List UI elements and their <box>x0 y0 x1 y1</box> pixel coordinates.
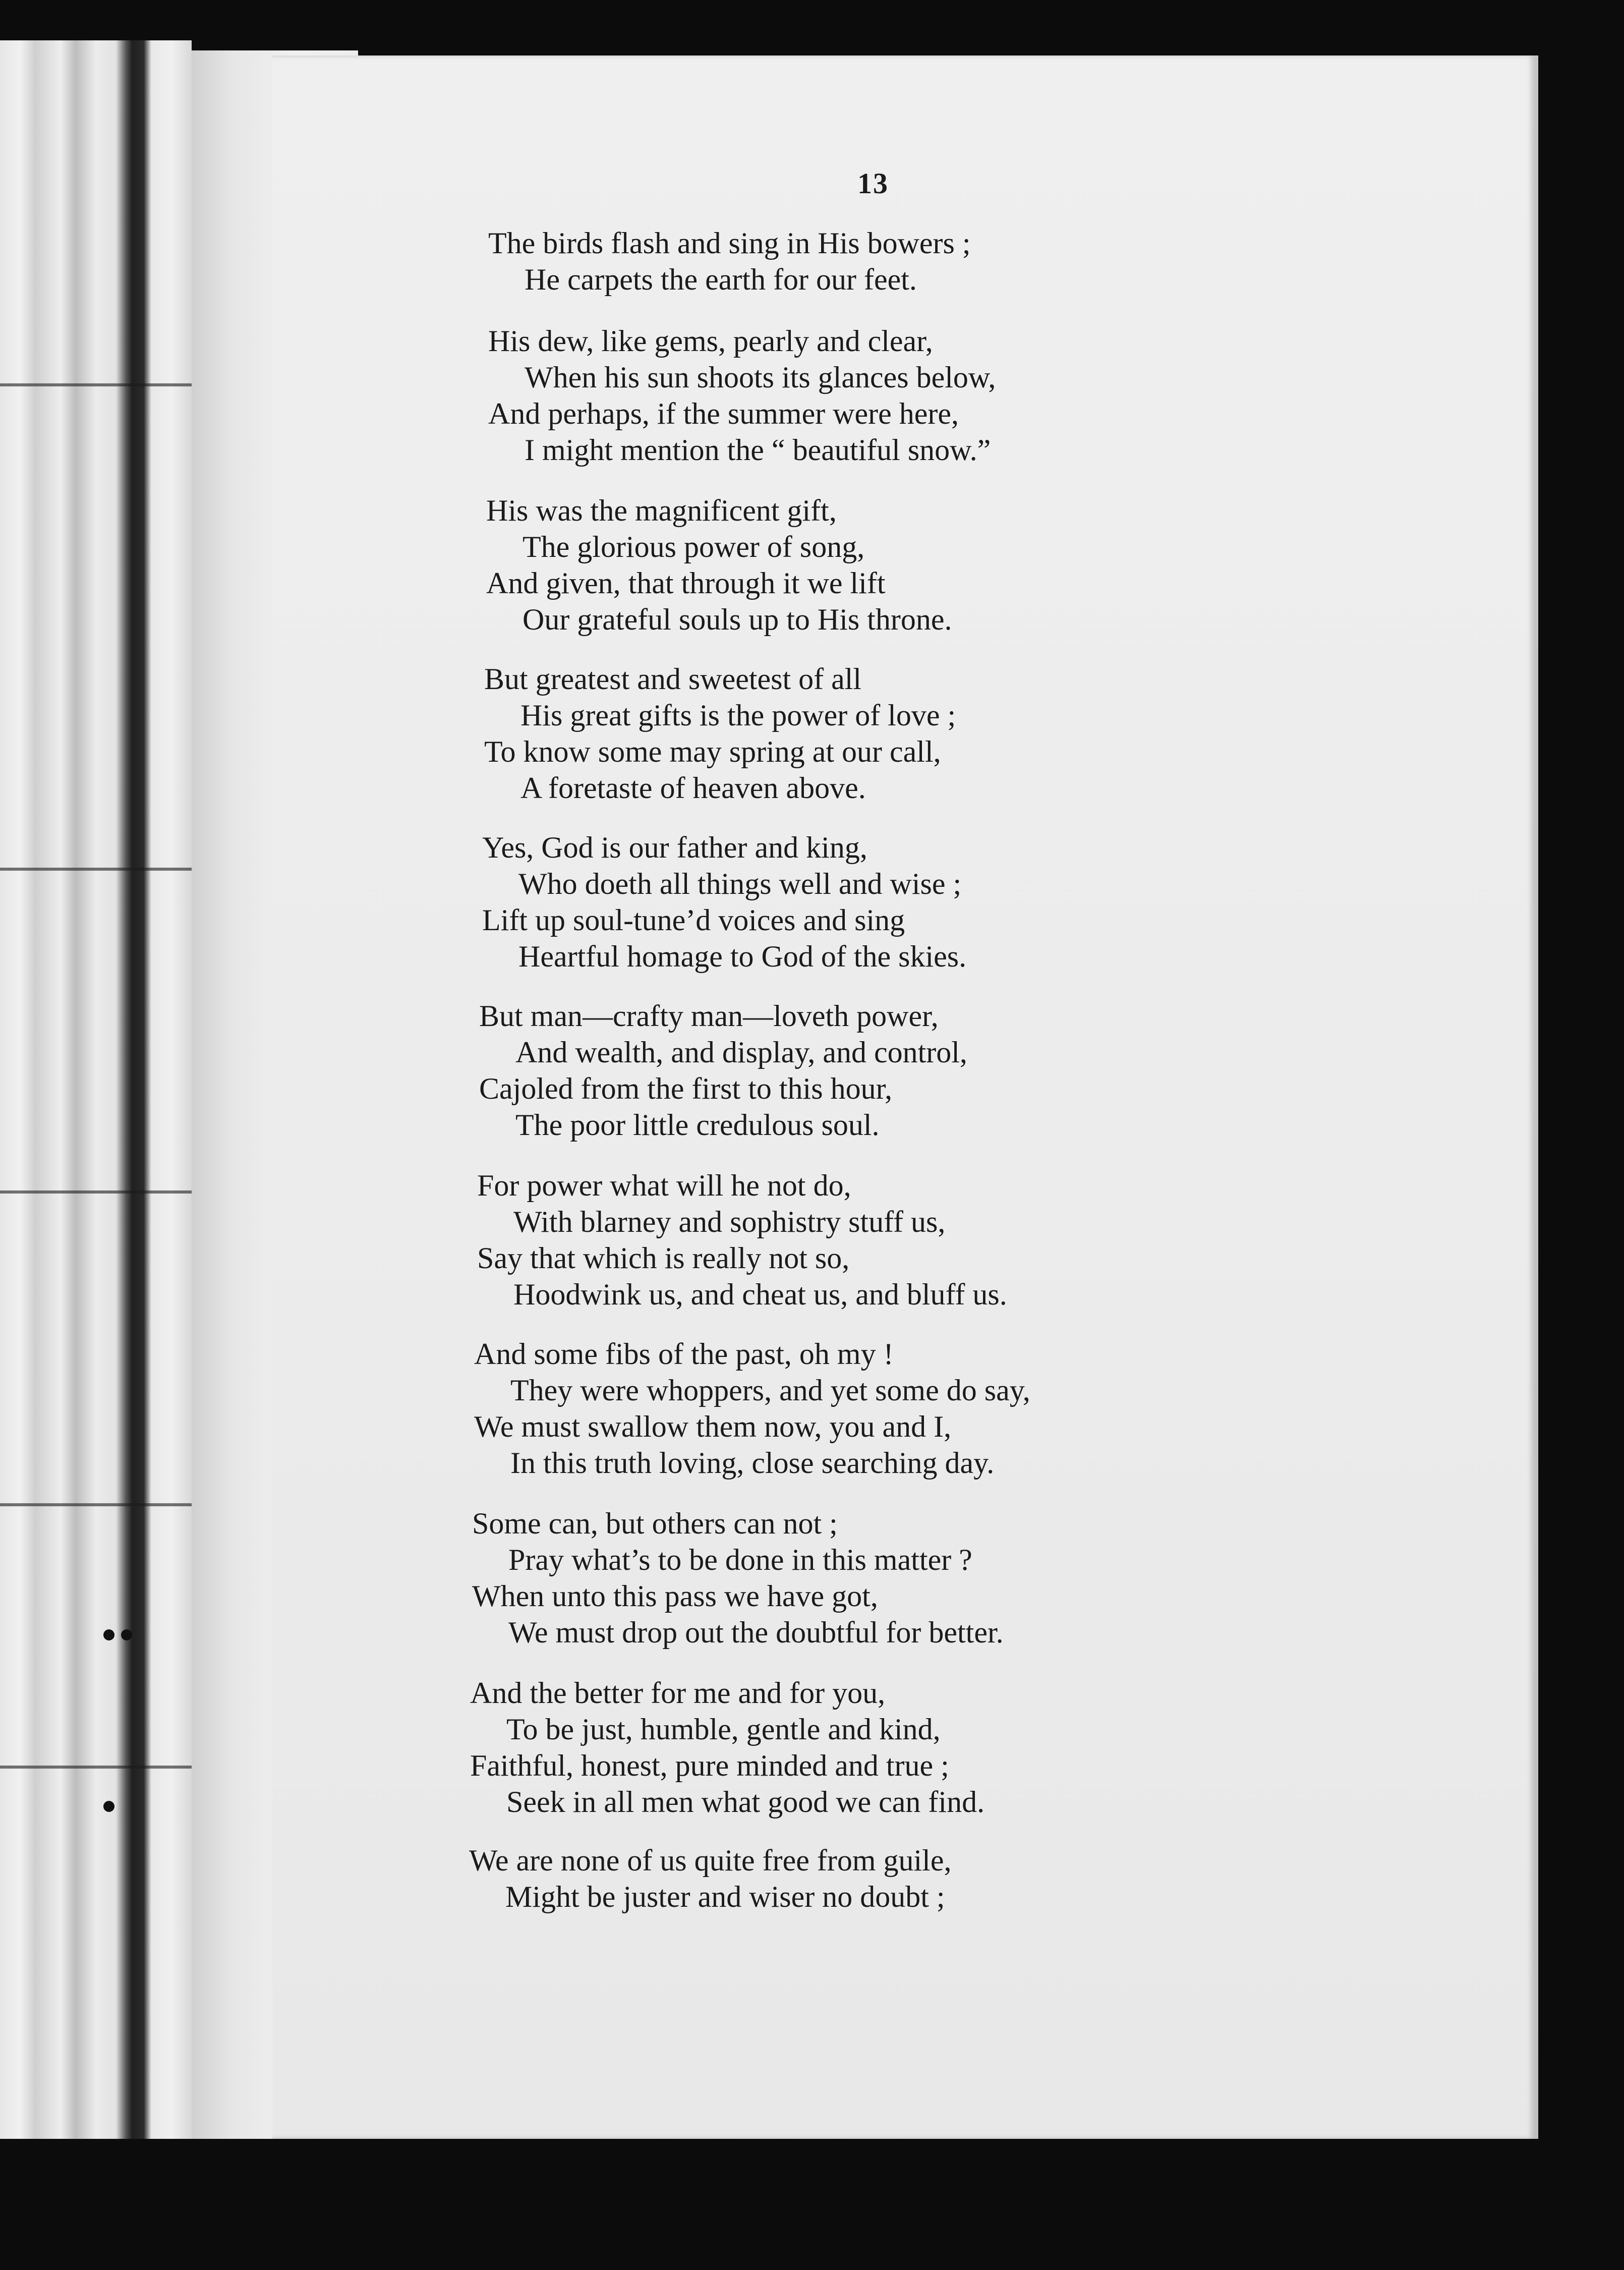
stanza-7 <box>477 1167 1234 1313</box>
poem-line: For power what will he not do, <box>477 1169 851 1202</box>
stanza-4 <box>484 661 1241 806</box>
poem-line: Yes, God is our father and king, <box>482 831 867 864</box>
stanza-1 <box>488 225 1245 298</box>
poem-line: And wealth, and display, and control, <box>515 1036 967 1069</box>
poem-line: Cajoled from the first to this hour, <box>479 1072 893 1105</box>
poem-line: Lift up soul-tune’d voices and sing <box>482 903 905 937</box>
poem-line: To be just, humble, gentle and kind, <box>506 1713 941 1746</box>
poem-line: Pray what’s to be done in this matter ? <box>508 1543 972 1576</box>
poem-line: Who doeth all things well and wise ; <box>518 867 962 900</box>
poem-line: A foretaste of heaven above. <box>520 771 866 805</box>
poem-line: His great gifts is the power of love ; <box>520 699 956 732</box>
poem-line: And perhaps, if the summer were here, <box>488 397 959 430</box>
poem-line: The glorious power of song, <box>523 530 865 563</box>
poem-line: Our grateful souls up to His throne. <box>523 603 952 636</box>
poem-line: They were whoppers, and yet some do say, <box>510 1374 1030 1407</box>
poem-line: Seek in all men what good we can find. <box>506 1785 985 1819</box>
poem-line: Say that which is really not so, <box>477 1241 850 1275</box>
poem-line: The birds flash and sing in His bowers ; <box>488 226 971 260</box>
page-number: 13 <box>857 167 889 200</box>
stanza-3 <box>486 492 1243 638</box>
poem-line: Might be juster and wiser no doubt ; <box>505 1880 945 1913</box>
poem-line: Hoodwink us, and cheat us, and bluff us. <box>513 1278 1007 1311</box>
poem-line: We must drop out the doubtful for better. <box>508 1616 1004 1649</box>
poem-line: Heartful homage to God of the skies. <box>518 940 967 973</box>
stanza-5 <box>482 829 1239 975</box>
stanza-6 <box>479 998 1236 1143</box>
poem-line: Faithful, honest, pure minded and true ; <box>470 1749 949 1782</box>
poem-line: He carpets the earth for our feet. <box>525 263 917 296</box>
poem-line: Some can, but others can not ; <box>472 1507 838 1540</box>
stanza-8 <box>474 1336 1231 1481</box>
poem-line: But greatest and sweetest of all <box>484 662 862 696</box>
poem-line: When his sun shoots its glances below, <box>525 361 996 394</box>
poem-line: His was the magnificent gift, <box>486 494 837 527</box>
poem-line: We must swallow them now, you and I, <box>474 1410 952 1443</box>
stanza-11 <box>469 1842 1226 1915</box>
poem-line: With blarney and sophistry stuff us, <box>513 1205 946 1238</box>
poem-line: And some fibs of the past, oh my ! <box>474 1337 894 1371</box>
poem-line: When unto this pass we have got, <box>472 1579 878 1613</box>
stanza-2 <box>488 323 1245 468</box>
poem-line: In this truth loving, close searching day. <box>510 1446 995 1480</box>
stanza-10 <box>470 1675 1227 1820</box>
stanza-9 <box>472 1505 1229 1651</box>
poem-line: His dew, like gems, pearly and clear, <box>488 324 933 358</box>
poem-line: I might mention the “ beautiful snow.” <box>525 433 991 467</box>
poem-line: And the better for me and for you, <box>470 1676 886 1710</box>
poem-line: The poor little credulous soul. <box>515 1108 880 1142</box>
poem-line: To know some may spring at our call, <box>484 735 941 768</box>
poem-line: But man—crafty man—loveth power, <box>479 999 939 1033</box>
poem-line: We are none of us quite free from guile, <box>469 1844 952 1877</box>
poem-line: And given, that through it we lift <box>486 566 886 600</box>
